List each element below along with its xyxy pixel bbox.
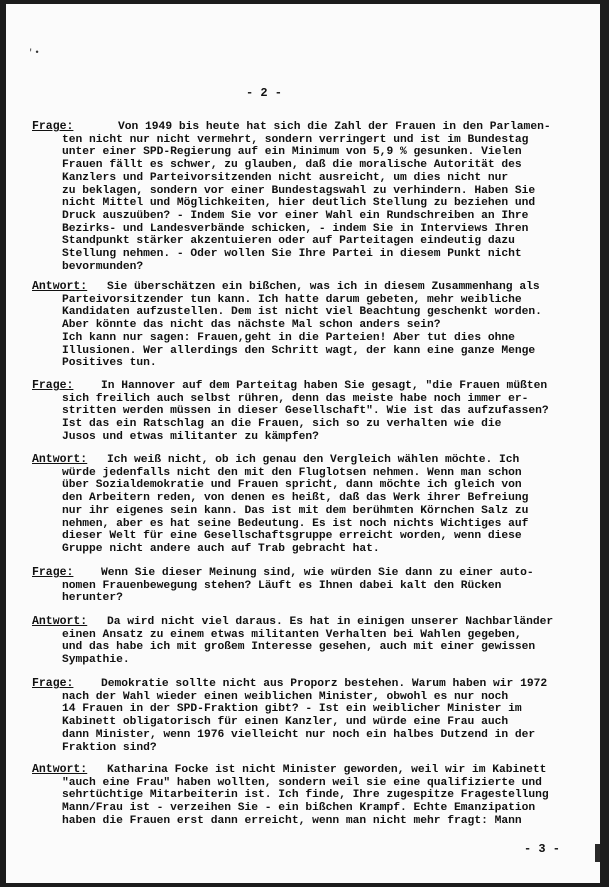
text-line: Frauen fällt es schwer, zu glauben, daß die moralische Autorität des <box>62 159 522 172</box>
text-line: Da wird nicht viel daraus. Es hat in einigen unserer Nachbarländer <box>107 616 554 628</box>
scan-edge-mark <box>595 844 600 862</box>
question-label: Frage: <box>32 379 74 392</box>
text-line: herunter? <box>62 592 123 605</box>
text-line: bevormunden? <box>62 260 144 273</box>
text-line: Mann/Frau ist - verzeihen Sie - ein bißchen Krampf. Echte Emanzipation <box>62 802 536 815</box>
text-line: Parteivorsitzender tun kann. Ich hatte darum gebeten, mehr weibliche <box>62 293 522 306</box>
text-line: unter einer SPD-Regierung auf ein Minimum von 5,9 % gesunken. Vielen <box>62 146 522 159</box>
text-line: 14 Frauen in der SPD-Fraktion gibt? - Ist ein weiblicher Minister im <box>62 703 522 716</box>
text-line: Von 1949 bis heute hat sich die Zahl der Frauen in den Parlamen- <box>118 121 551 133</box>
text-line: über Sozialdemokratie und Frauen spricht, dann möchte ich gleich von <box>62 479 522 492</box>
text-line: einen Ansatz zu einem etwas militanten Verhalten bei Wahlen gegeben, <box>62 628 522 641</box>
next-page-indicator: - 3 - <box>524 842 561 856</box>
text-line: "auch eine Frau" haben wollten, sondern weil sie eine qualifizierte und <box>62 776 542 789</box>
text-line: Jusos und etwas militanter zu kämpfen? <box>62 430 319 443</box>
text-line: nomen Frauenbewegung stehen? Läuft es Ihnen dabei kalt den Rücken <box>62 579 502 592</box>
text-line: Demokratie sollte nicht aus Proporz bestehen. Warum haben wir 1972 <box>101 678 548 690</box>
question-label: Frage: <box>32 120 74 133</box>
text-line: dieser Welt für eine Gesellschaftsgruppe erreicht worden, wenn diese <box>62 530 522 543</box>
text-line: stritten werden müssen in dieser Gesellschaft". Wie ist das aufzufassen? <box>62 405 549 418</box>
text-line: Aber könnte das nicht das nächste Mal schon anders sein? <box>62 319 441 332</box>
text-line: Sympathie. <box>62 654 130 667</box>
text-line: Sie überschätzen ein bißchen, was ich in diesem Zusammenhang als <box>107 281 540 293</box>
text-line: sehrtüchtige Mitarbeiterin ist. Ich finde, Ihre zugespitze Fragestellung <box>62 789 549 802</box>
text-line: Wenn Sie dieser Meinung sind, wie würden Sie dann zu einer auto- <box>101 567 534 579</box>
text-line: Katharina Focke ist nicht Minister geworden, weil wir im Kabinett <box>107 764 547 776</box>
answer-label: Antwort: <box>32 280 88 293</box>
text-line: nehmen, aber es hat seine Bedeutung. Es ist noch nichts Wichtiges auf <box>62 517 529 530</box>
text-line: ten nicht nur nicht vermehrt, sondern verringert und ist im Bundestag <box>62 133 529 146</box>
question-label: Frage: <box>32 566 74 579</box>
text-line: Ist das ein Ratschlag an die Frauen, sich so zu verhalten wie die <box>62 418 502 431</box>
text-line: sich freilich auch selbst rühren, denn das meiste habe noch immer er- <box>62 392 529 405</box>
text-line: Ich kann nur sagen: Frauen,geht in die Parteien! Aber tut dies ohne <box>62 331 515 344</box>
text-line: nur ihr eigenes sein kann. Das ist mit dem berühmten Körnchen Salz zu <box>62 504 529 517</box>
document-page <box>6 4 600 883</box>
text-line: Gruppe nicht andere auch auf Trab gebracht hat. <box>62 542 380 555</box>
text-line: nicht Mittel und Möglichkeiten, hier deutlich Stellung zu beziehen und <box>62 197 536 210</box>
page-number: - 2 - <box>246 86 283 100</box>
text-line: Positives tun. <box>62 357 157 370</box>
text-line: Kandidaten aufzustellen. Dem ist nicht viel Beachtung geschenkt worden. <box>62 306 542 319</box>
text-line: Ich weiß nicht, ob ich genau den Vergleich wählen möchte. Ich <box>107 454 520 466</box>
text-line: Illusionen. Wer allerdings den Schritt wagt, der kann eine ganze Menge <box>62 344 536 357</box>
text-line: nach der Wahl wieder einen weiblichen Minister, obwohl es nur noch <box>62 690 509 703</box>
text-line: Bezirks- und Landesverbände schicken, - indem Sie in Interviews Ihren <box>62 222 529 235</box>
answer-label: Antwort: <box>32 453 88 466</box>
text-line: Druck auszuüben? - Indem Sie vor einer Wahl ein Rundschreiben an Ihre <box>62 209 529 222</box>
text-line: Fraktion sind? <box>62 741 157 754</box>
text-line: Kanzlers und Parteivorsitzenden nicht ausreicht, um dies nicht nur <box>62 171 509 184</box>
text-line: In Hannover auf dem Parteitag haben Sie gesagt, "die Frauen müßten <box>101 380 548 392</box>
text-line: Stellung nehmen. - Oder wollen Sie Ihre Partei in diesem Punkt nicht <box>62 248 522 260</box>
text-line: würde jedenfalls nicht den mit den Fluglotsen nehmen. Wenn man schon <box>62 466 522 479</box>
text-line: dann Minister, wenn 1976 vielleicht nur noch ein halbes Dutzend in der <box>62 728 536 741</box>
text-line: den Arbeitern reden, von denen es heißt, daß das Werk ihrer Befreiung <box>62 492 529 505</box>
answer-label: Antwort: <box>32 615 88 628</box>
text-line: und das habe ich mit großem Interesse gesehen, auch mit einer gewissen <box>62 641 536 654</box>
text-line: haben die Frauen erst dann erreicht, wenn man nicht mehr fragt: Mann <box>62 814 522 827</box>
text-line: Kabinett obligatorisch für einen Kanzler, und würde eine Frau auch <box>62 716 509 729</box>
answer-label: Antwort: <box>32 763 88 776</box>
question-label: Frage: <box>32 677 74 690</box>
text-line: zu beklagen, sondern vor einer Bundestagswahl zu verhindern. Haben Sie <box>62 184 536 197</box>
scan-speck: '• <box>28 48 41 58</box>
text-line: Standpunkt stärker akzentuieren oder auf Parteitagen eindeutig dazu <box>62 235 515 248</box>
